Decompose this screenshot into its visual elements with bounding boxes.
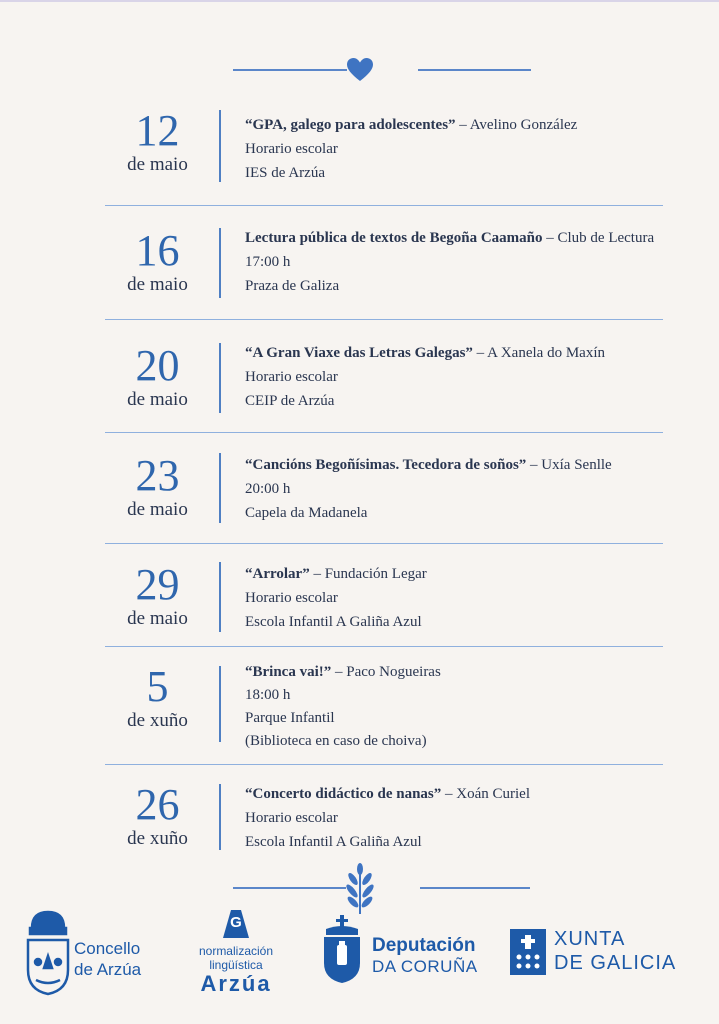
date-divider: [219, 343, 221, 413]
event-info: [245, 562, 663, 634]
xunta-emblem-icon: [510, 929, 546, 975]
event-date: [105, 562, 210, 630]
separator: [105, 646, 663, 647]
date-divider: [219, 666, 221, 742]
event-place: Escola Infantil A Galiña Azul: [245, 614, 422, 630]
event-date: [105, 108, 210, 176]
separator: [105, 764, 663, 765]
normalizacion-linguistica-logo: [186, 908, 286, 1000]
event-title-line: [245, 341, 663, 365]
event-date: [105, 228, 210, 296]
normalizacion-line1: normalización: [198, 944, 274, 958]
event-time: 20:00 h: [245, 481, 291, 497]
concello-arzua-logo: [24, 908, 154, 1000]
date-divider: [219, 784, 221, 850]
event-place: CEIP de Arzúa: [245, 393, 335, 409]
event-title: “Brinca vai!”: [245, 664, 332, 680]
g-mark-letter: G: [230, 914, 242, 931]
event-title-line: [245, 562, 663, 586]
event-info: [245, 113, 663, 185]
event-day: 26: [135, 780, 180, 829]
event-author: – Club de Lectura: [542, 230, 655, 246]
deputacion-line2: DA CORUÑA: [372, 957, 478, 976]
separator: [105, 205, 663, 206]
event-month: de maio: [127, 389, 188, 410]
event-date: [105, 343, 210, 411]
date-divider: [219, 562, 221, 632]
event-day: 16: [135, 226, 180, 275]
event-title: Lectura pública de textos de Begoña Caamaño: [245, 230, 543, 246]
event-month: de maio: [127, 608, 188, 629]
event-time: 18:00 h: [245, 687, 291, 703]
coat-of-arms-icon: [24, 908, 72, 996]
event-place: Parque Infantil: [245, 710, 335, 726]
event-time: Horario escolar: [245, 590, 338, 606]
event-author: – Xoán Curiel: [441, 786, 530, 802]
event-place: Praza de Galiza: [245, 278, 340, 294]
event-row: [105, 228, 663, 308]
event-day: 12: [135, 106, 180, 155]
event-place-note: (Biblioteca en caso de choiva): [245, 733, 427, 749]
event-row: [105, 664, 663, 754]
event-place: Escola Infantil A Galiña Azul: [245, 834, 422, 850]
xunta-galicia-logo: [510, 927, 690, 987]
ornament-rule-right: [418, 69, 531, 71]
xunta-line1: XUNTA: [554, 928, 626, 950]
event-day: 5: [146, 662, 169, 711]
event-day: 29: [135, 560, 180, 609]
event-title: “GPA, galego para adolescentes”: [245, 117, 456, 133]
top-border: [0, 0, 719, 2]
deputacion-coruna-logo: [320, 915, 490, 995]
event-month: de xuño: [127, 710, 188, 731]
date-divider: [219, 453, 221, 523]
event-date: [105, 782, 210, 850]
event-day: 20: [135, 341, 180, 390]
event-title-line: [245, 113, 663, 137]
event-month: de maio: [127, 154, 188, 175]
normalizacion-line2: lingüística: [209, 958, 263, 972]
event-title-line: [245, 661, 663, 684]
event-author: – Paco Nogueiras: [331, 664, 441, 680]
event-row: [105, 453, 663, 533]
event-time: 17:00 h: [245, 254, 291, 270]
event-place: Capela da Madanela: [245, 505, 368, 521]
sponsor-logos: [0, 905, 719, 1015]
normalizacion-line3: Arzúa: [200, 971, 272, 996]
event-info: [245, 782, 663, 854]
ornament-rule-right: [420, 887, 530, 889]
event-row: [105, 108, 663, 188]
event-title: “Arrolar”: [245, 566, 310, 582]
separator: [105, 319, 663, 320]
event-info: [245, 661, 663, 753]
event-month: de maio: [127, 499, 188, 520]
event-title-line: [245, 782, 663, 806]
event-info: [245, 453, 663, 525]
event-time: Horario escolar: [245, 810, 338, 826]
date-divider: [219, 110, 221, 182]
event-author: – Fundación Legar: [309, 566, 427, 582]
separator: [105, 543, 663, 544]
g-mark-icon: [219, 908, 253, 938]
event-author: – Avelino González: [455, 117, 578, 133]
event-author: – A Xanela do Maxín: [472, 345, 605, 361]
deputacion-line1: Deputación: [372, 935, 476, 956]
event-month: de xuño: [127, 828, 188, 849]
event-title-line: [245, 226, 663, 250]
concello-line2: de Arzúa: [74, 960, 142, 979]
event-month: de maio: [127, 274, 188, 295]
event-date: [105, 664, 210, 732]
concello-line1: Concello: [74, 939, 141, 958]
event-author: – Uxía Senlle: [526, 457, 612, 473]
tower-shield-icon: [320, 915, 364, 985]
event-time: Horario escolar: [245, 141, 338, 157]
event-title: “Concerto didáctico de nanas”: [245, 786, 442, 802]
event-info: [245, 341, 663, 413]
event-title: “A Gran Viaxe das Letras Galegas”: [245, 345, 473, 361]
top-ornament: [0, 55, 719, 85]
date-divider: [219, 228, 221, 298]
event-date: [105, 453, 210, 521]
event-info: [245, 226, 663, 298]
event-row: [105, 562, 663, 642]
event-time: Horario escolar: [245, 369, 338, 385]
event-row: [105, 343, 663, 423]
xunta-line2: DE GALICIA: [554, 952, 677, 974]
separator: [105, 432, 663, 433]
event-title-line: [245, 453, 663, 477]
heart-icon: [0, 55, 719, 90]
event-row: [105, 782, 663, 862]
event-title: “Cancións Begoñísimas. Tecedora de soños”: [245, 457, 527, 473]
event-place: IES de Arzúa: [245, 165, 325, 181]
event-day: 23: [135, 451, 180, 500]
